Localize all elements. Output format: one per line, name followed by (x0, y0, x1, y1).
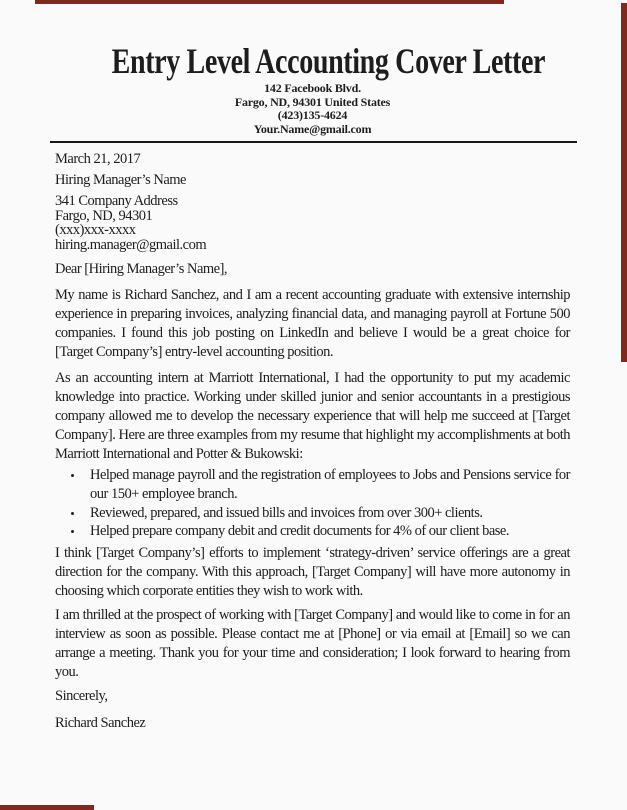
recipient-street: 341 Company Address (55, 193, 178, 209)
recipient-email: hiring.manager@gmail.com (55, 236, 207, 253)
list-item-text: Helped manage payroll and the registration of employees to Jobs and Pensions service for our 150+ employee branch. (90, 467, 570, 503)
accomplishments-list (55, 466, 570, 541)
bullet-icon (71, 512, 74, 515)
letterhead (55, 43, 570, 136)
list-item-text: Helped prepare company debit and credit documents for 4% of our client base. (90, 523, 509, 540)
sender-phone: (423)135-4624 (277, 108, 348, 122)
frame-accent-top (35, 0, 504, 4)
header-divider (50, 141, 577, 143)
paragraph-intro: My name is Richard Sanchez, and I am a recent accounting graduate with extensive internship experience in preparing invoices, analyzing financial data, and managing payroll at Fortune 500 companies. I found this job posting on LinkedIn and believe I would be a great choice for [Target Company’s] entry-level accounting position. (55, 287, 570, 361)
bullet-icon (71, 474, 74, 477)
signoff: Sincerely, (55, 688, 108, 705)
paragraph-call-to-action: I am thrilled at the prospect of working with [Target Company] and would like to come in for an interview as soon as possible. Please contact me at [Phone] or via email at [Email] so we can arrange a meeting. Thank you for your time and consideration; I look forward to hearing from you. (55, 607, 570, 681)
bullet-icon (71, 530, 74, 533)
signature-name: Richard Sanchez (55, 715, 146, 732)
recipient-city-state: Fargo, ND, 94301 (55, 207, 153, 224)
sender-street: 142 Facebook Blvd. (264, 81, 361, 95)
list-item (90, 522, 570, 541)
sender-email: Your.Name@gmail.com (253, 121, 372, 136)
sender-contact-block (55, 82, 570, 136)
date-line: March 21, 2017 (55, 151, 141, 167)
sender-city-state: Fargo, ND, 94301 United States (234, 94, 391, 109)
frame-accent-right (621, 3, 627, 362)
paragraph-experience: As an accounting intern at Marriott International, I had the opportunity to put my academic knowledge into practice. Working under skilled junior and senior accountants in a prestigious company allowed me to develop the necessary experience that will help me succeed at [Target Company]. Here are three examples from my resume that highlight my accomplishments at both Marriott International and Potter & Bukowski: (55, 370, 570, 463)
frame-accent-bottom-left (0, 805, 94, 810)
list-item-text: Reviewed, prepared, and issued bills and invoices from over 300+ clients. (90, 504, 483, 521)
list-item (90, 466, 570, 503)
list-item (90, 504, 570, 523)
recipient-phone: (xxx)xxx-xxxx (55, 222, 136, 239)
letter-body (55, 150, 570, 733)
paragraph-strategy: I think [Target Company’s] efforts to implement ‘strategy-driven’ service offerings are a great direction for the company. With this approach, [Target Company] will have more autonomy in choosing which corporate entities they wish to work with. (55, 545, 570, 600)
recipient-address-block (55, 194, 570, 252)
recipient-name: Hiring Manager’s Name (55, 172, 186, 188)
salutation: Dear [Hiring Manager’s Name], (55, 261, 228, 278)
page-title: Entry Level Accounting Cover Letter (111, 41, 546, 81)
